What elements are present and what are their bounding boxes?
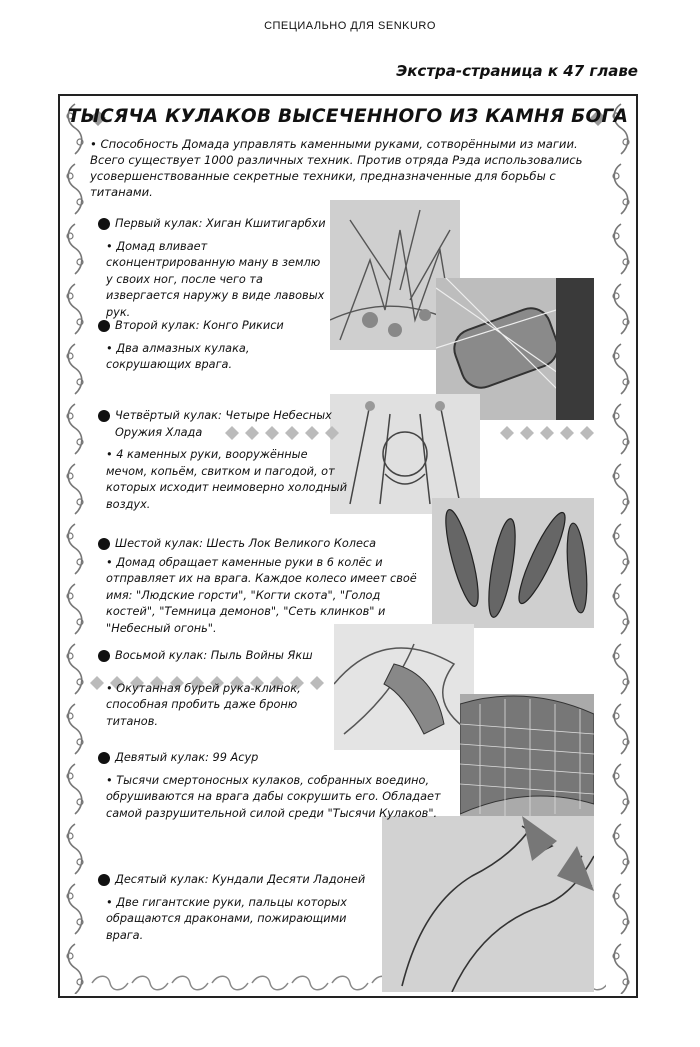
diamond-divider-2-icon (500, 426, 620, 440)
bullet-icon (98, 410, 110, 422)
fist-description: • Домад обращает каменные руки в 6 колёс и отправляет их на врага. Каждое колесо имеет своё имя: "Людские горсти", "Когти скота", "Голод костей", "Темница демонов", "Сеть клинков" и "Небесный огонь". (106, 555, 417, 635)
fist-entry-6 (98, 750, 468, 822)
fist-entry-4 (98, 536, 428, 637)
page-title: ТЫСЯЧА КУЛАКОВ ВЫСЕЧЕННОГО ИЗ КАМНЯ БОГА (67, 106, 629, 127)
fist-name: Шестой кулак: Шесть Лок Великого Колеса (115, 537, 377, 550)
bullet-icon (98, 538, 110, 550)
fist-description: • Домад вливает сконцентрированную ману в землю у своих ног, после чего та извергается наружу в виде лавовых рук. (106, 239, 325, 319)
four-weapons-art (330, 394, 480, 514)
fist-description: • Окутанная бурей рука-клинок, способная пробить даже броню титанов. (106, 681, 301, 728)
fist-entry-1 (98, 216, 328, 321)
info-panel (58, 94, 638, 998)
fist-entry-7 (98, 872, 378, 944)
fist-description: • Тысячи смертоносных кулаков, собранных воедино, обрушиваются на врага дабы сокрушить его. Обладает самой разрушительной силой среди "Тысячи Кулаков". (106, 773, 441, 820)
intro-text: • Способность Домада управлять каменными руками, сотворёнными из магии. Всего существует 1000 различных техник. Против отряда Рэда использовались усовершенствованные секретные техники, предназначенные для борьбы с титанами. (90, 137, 583, 199)
right-ornament-border-icon (610, 100, 632, 994)
asura-fists-art (460, 694, 594, 824)
blade-hand-art (334, 624, 474, 750)
fist-entry-5 (98, 648, 338, 730)
bullet-icon (98, 650, 110, 662)
fist-name: Девятый кулак: 99 Асур (115, 751, 259, 764)
fist-name: Четвёртый кулак: Четыре Небесных Оружия Хлада (115, 409, 332, 439)
six-wheels-art (432, 498, 594, 628)
fist-description: • 4 каменных руки, вооружённые мечом, копьём, свитком и пагодой, от которых исходит неимоверно холодный воздух. (106, 448, 348, 511)
fist-name: Восьмой кулак: Пыль Войны Якш (115, 649, 313, 662)
fist-entry-2 (98, 318, 328, 374)
page-subtitle: Экстра-страница к 47 главе (396, 62, 638, 80)
bullet-icon (98, 874, 110, 886)
credit-line: СПЕЦИАЛЬНО ДЛЯ SENKURO (264, 20, 436, 32)
bullet-icon (98, 320, 110, 332)
dragon-hands-art (382, 816, 594, 992)
fist-name: Первый кулак: Хиган Кшитигарбхи (115, 217, 326, 230)
left-ornament-border-icon (64, 100, 86, 994)
fist-entry-3 (98, 408, 348, 513)
bullet-icon (98, 752, 110, 764)
fist-name: Второй кулак: Конго Рикиси (115, 319, 284, 332)
fist-name: Десятый кулак: Кундали Десяти Ладоней (115, 873, 366, 886)
bullet-icon (98, 218, 110, 230)
fist-description: • Две гигантские руки, пальцы которых обращаются драконами, пожирающими врага. (106, 895, 347, 942)
fist-description: • Два алмазных кулака, сокрушающих врага. (106, 341, 250, 371)
